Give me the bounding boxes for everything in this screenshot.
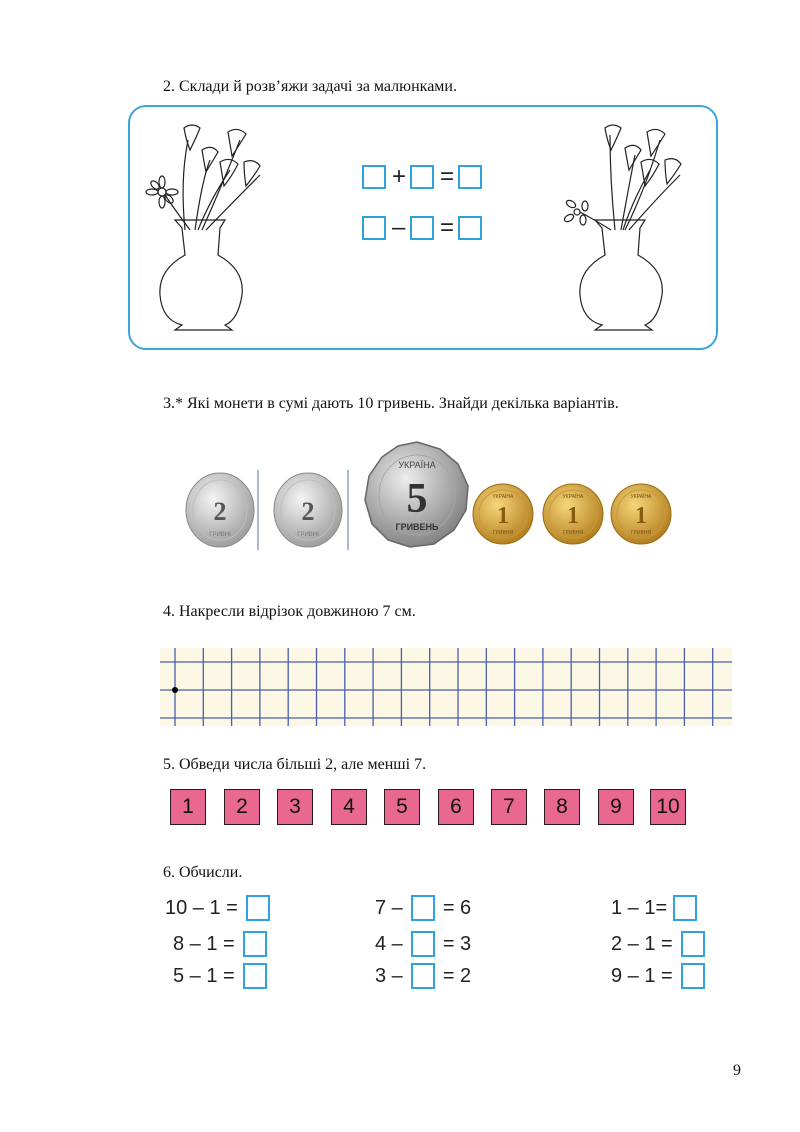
coins-row — [180, 440, 680, 555]
calc-expression — [173, 931, 269, 957]
expression-text: 4 – — [375, 932, 403, 955]
answer-box[interactable] — [243, 931, 267, 957]
task6-title: 6. Обчисли. — [163, 864, 243, 881]
coin-value: 5 — [406, 476, 428, 522]
coin-1-hryvnia-icon — [542, 482, 604, 546]
expression-text: 9 – 1 = — [611, 964, 673, 987]
answer-box[interactable] — [411, 963, 435, 989]
coin-text: ГРИВНІ — [297, 532, 319, 538]
coin-text: ГРИВНЯ — [562, 530, 584, 536]
calc-expression — [611, 895, 699, 921]
coin-text: ГРИВНЯ — [630, 530, 652, 536]
coin-country: УКРАЇНА — [398, 460, 436, 470]
calc-expression — [173, 963, 269, 989]
number-tile[interactable]: 8 — [544, 789, 580, 825]
number-tile[interactable]: 9 — [598, 789, 634, 825]
coin-text: ГРИВНЯ — [492, 530, 514, 536]
calc-expression — [165, 895, 272, 921]
coin-country: УКРАЇНА — [562, 494, 584, 500]
page-number: 9 — [733, 1062, 741, 1079]
number-tile[interactable]: 4 — [331, 789, 367, 825]
expression-text: 7 – — [375, 896, 403, 919]
answer-box[interactable] — [673, 895, 697, 921]
number-tile[interactable]: 5 — [384, 789, 420, 825]
number-tile[interactable]: 2 — [224, 789, 260, 825]
calc-expression — [375, 895, 471, 921]
coin-value: 1 — [497, 503, 509, 529]
coin-2-hryvni-icon — [270, 470, 346, 550]
equals-sign: = — [440, 163, 455, 190]
answer-box[interactable] — [243, 963, 267, 989]
answer-box[interactable] — [410, 165, 434, 189]
number-tile[interactable]: 1 — [170, 789, 206, 825]
number-tile[interactable]: 6 — [438, 789, 474, 825]
expression-text: = 2 — [442, 964, 472, 987]
number-tile[interactable]: 3 — [277, 789, 313, 825]
equation-addition — [362, 165, 482, 189]
expression-text: 3 – — [375, 964, 403, 987]
answer-box[interactable] — [246, 895, 270, 921]
task2-title: 2. Склади й розв’яжи задачі за малюнками. — [163, 78, 457, 95]
coin-country: УКРАЇНА — [492, 494, 514, 500]
coin-text: ГРИВНІ — [209, 532, 231, 538]
calc-expression — [611, 931, 707, 957]
answer-box[interactable] — [458, 165, 482, 189]
task3-title: 3.* Які монети в сумі дають 10 гривень. Знайди декілька варіантів. — [163, 395, 619, 412]
number-tile[interactable]: 7 — [491, 789, 527, 825]
answer-box[interactable] — [681, 963, 705, 989]
answer-box[interactable] — [411, 895, 435, 921]
task4-title: 4. Накресли відрізок довжиною 7 см. — [163, 603, 416, 620]
minus-sign: – — [392, 214, 406, 241]
answer-box[interactable] — [410, 216, 434, 240]
answer-box[interactable] — [681, 931, 705, 957]
expression-text: 10 – 1 = — [165, 896, 238, 919]
coin-1-hryvnia-icon — [610, 482, 672, 546]
coin-country: УКРАЇНА — [630, 494, 652, 500]
coin-value: 1 — [635, 503, 647, 529]
equation-subtraction — [362, 216, 482, 240]
answer-box[interactable] — [362, 216, 386, 240]
calc-expression — [611, 963, 707, 989]
coin-edge-divider — [346, 470, 350, 550]
coin-1-hryvnia-icon — [472, 482, 534, 546]
expression-text: = 3 — [442, 932, 472, 955]
equals-sign: = — [440, 214, 455, 241]
plus-sign: + — [392, 163, 407, 190]
start-point-dot — [172, 687, 178, 693]
calc-expression — [375, 963, 471, 989]
expression-text: 2 – 1 = — [611, 932, 673, 955]
vase-with-flowers-right-image — [555, 120, 695, 335]
expression-text: 5 – 1 = — [173, 964, 235, 987]
coin-value: 2 — [213, 497, 227, 526]
expression-text: = 6 — [442, 896, 472, 919]
coin-value: 1 — [567, 503, 579, 529]
expression-text: 1 – 1= — [611, 896, 668, 919]
coin-value: 2 — [301, 497, 315, 526]
number-tile[interactable]: 10 — [650, 789, 686, 825]
coin-2-hryvni-icon — [182, 470, 258, 550]
answer-box[interactable] — [411, 931, 435, 957]
answer-box[interactable] — [362, 165, 386, 189]
answer-box[interactable] — [458, 216, 482, 240]
coin-text: ГРИВЕНЬ — [395, 522, 439, 532]
expression-text: 8 – 1 = — [173, 932, 235, 955]
grid-paper[interactable] — [160, 648, 732, 726]
coin-5-hryven-icon — [362, 440, 472, 550]
calc-expression — [375, 931, 471, 957]
coin-edge-divider — [256, 470, 260, 550]
vase-with-flowers-left-image — [140, 120, 270, 335]
task5-title: 5. Обведи числа більші 2, але менші 7. — [163, 756, 427, 773]
